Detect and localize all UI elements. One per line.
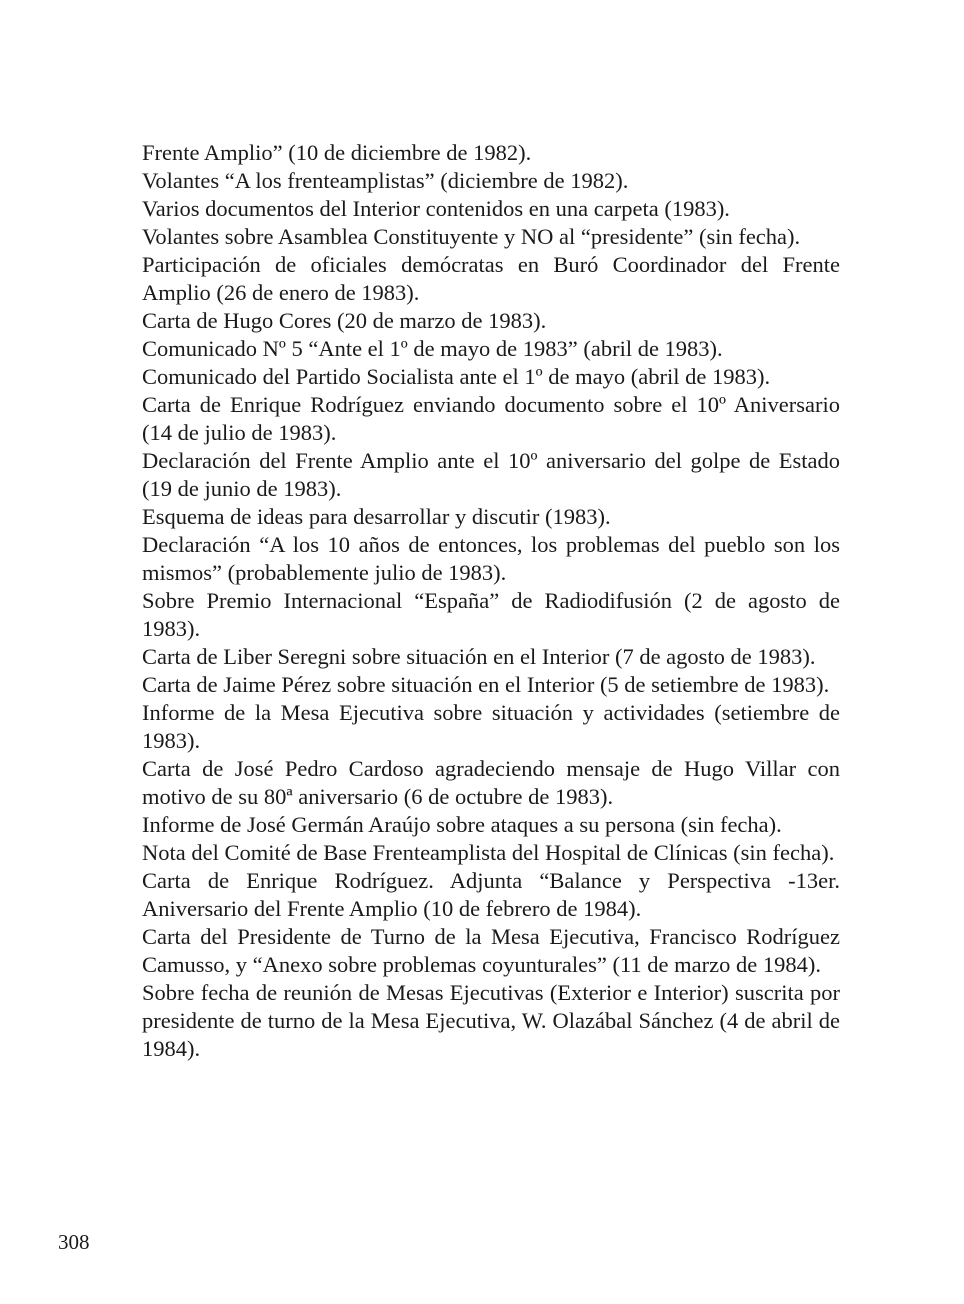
list-item: Carta de Liber Seregni sobre situación en el Interior (7 de agosto de 1983). [142, 644, 816, 669]
list-item: Carta de Jaime Pérez sobre situación en el Interior (5 de setiembre de 1983). [142, 672, 830, 697]
list-item: Informe de José Germán Araújo sobre ataques a su persona (sin fecha). [142, 812, 782, 837]
list-item: Frente Amplio” (10 de diciembre de 1982). [142, 140, 532, 165]
list-item: Comunicado Nº 5 “Ante el 1º de mayo de 1983” (abril de 1983). [142, 336, 723, 361]
page-number: 308 [58, 1230, 90, 1254]
list-item: Sobre Premio Internacional “España” de Radiodifusión (2 de agosto de 1983). [142, 588, 840, 641]
list-item: Informe de la Mesa Ejecutiva sobre situación y actividades (setiembre de 1983). [142, 700, 840, 753]
document-list [142, 139, 840, 1063]
list-item: Carta de Hugo Cores (20 de marzo de 1983). [142, 308, 547, 333]
list-item: Volantes sobre Asamblea Constituyente y NO al “presidente” (sin fecha). [142, 224, 801, 249]
list-item: Varios documentos del Interior contenidos en una carpeta (1983). [142, 196, 730, 221]
list-item: Carta de Enrique Rodríguez. Adjunta “Balance y Perspectiva -13er. Aniversario del Frente Amplio (10 de febrero de 1984). [142, 868, 840, 921]
list-item: Carta de José Pedro Cardoso agradeciendo mensaje de Hugo Villar con motivo de su 80ª aniversario (6 de octubre de 1983). [142, 756, 840, 809]
list-item: Sobre fecha de reunión de Mesas Ejecutivas (Exterior e Interior) suscrita por presidente de turno de la Mesa Ejecutiva, W. Olazábal Sánchez (4 de abril de 1984). [142, 980, 840, 1061]
list-item: Volantes “A los frenteamplistas” (diciembre de 1982). [142, 168, 629, 193]
list-item: Declaración “A los 10 años de entonces, los problemas del pueblo son los mismos” (probablemente julio de 1983). [142, 532, 840, 585]
list-item: Participación de oficiales demócratas en Buró Coordinador del Frente Amplio (26 de enero de 1983). [142, 252, 840, 305]
list-item: Esquema de ideas para desarrollar y discutir (1983). [142, 504, 611, 529]
list-item: Declaración del Frente Amplio ante el 10º aniversario del golpe de Estado (19 de junio de 1983). [142, 448, 840, 501]
list-item: Comunicado del Partido Socialista ante el 1º de mayo (abril de 1983). [142, 364, 771, 389]
list-item: Carta del Presidente de Turno de la Mesa Ejecutiva, Francisco Rodríguez Camusso, y “Anexo sobre problemas coyunturales” (11 de marzo de 1984). [142, 924, 840, 977]
list-item: Nota del Comité de Base Frenteamplista del Hospital de Clínicas (sin fecha). [142, 840, 835, 865]
list-item: Carta de Enrique Rodríguez enviando documento sobre el 10º Aniversario (14 de julio de 1983). [142, 392, 840, 445]
